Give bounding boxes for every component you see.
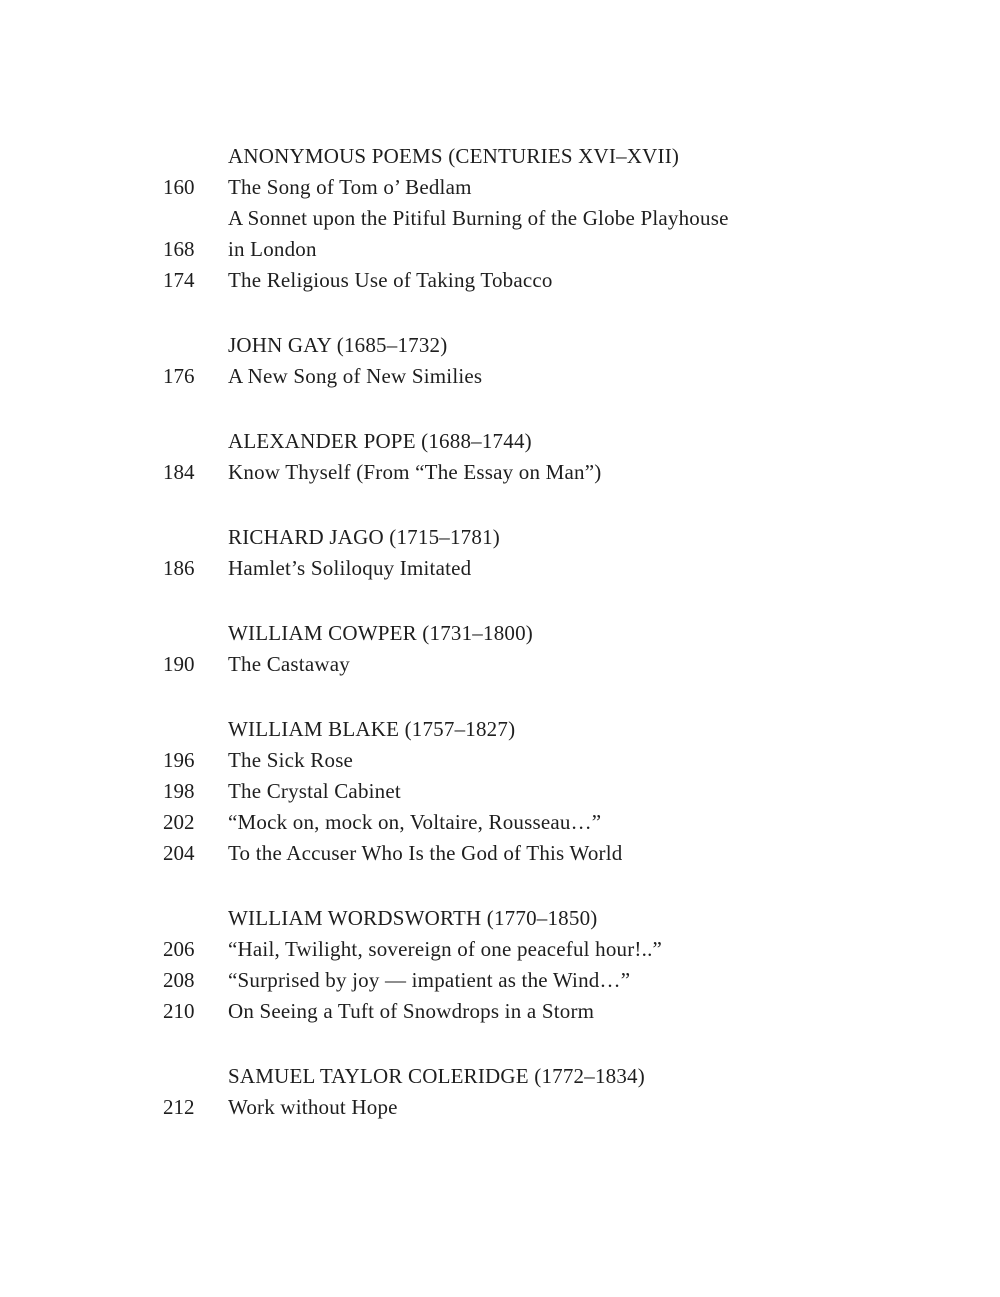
section-heading: SAMUEL TAYLOR COLERIDGE (1772–1834) <box>228 1064 645 1088</box>
entry-page-number: 196 <box>163 748 195 772</box>
entry-title: To the Accuser Who Is the God of This World <box>228 841 623 865</box>
section-heading: JOHN GAY (1685–1732) <box>228 333 448 357</box>
toc-section-anonymous-poems <box>163 141 923 296</box>
toc-section-john-gay <box>163 330 923 392</box>
section-heading-row <box>163 141 923 172</box>
entry-title: The Sick Rose <box>228 748 354 772</box>
toc-entry <box>163 934 923 965</box>
toc-section-william-cowper <box>163 618 923 680</box>
section-heading: ALEXANDER POPE (1688–1744) <box>228 429 532 453</box>
section-heading-row <box>163 1061 923 1092</box>
entry-page-number: 202 <box>163 810 195 834</box>
toc-section-william-blake <box>163 714 923 869</box>
toc-entry <box>163 361 923 392</box>
toc-section-richard-jago <box>163 522 923 584</box>
toc-entry <box>163 807 923 838</box>
toc-entry <box>163 457 923 488</box>
entry-page-number: 210 <box>163 999 195 1023</box>
toc-entry <box>163 265 923 296</box>
entry-title: The Crystal Cabinet <box>228 779 401 803</box>
table-of-contents <box>163 141 923 1123</box>
section-heading-row <box>163 426 923 457</box>
section-heading: RICHARD JAGO (1715–1781) <box>228 525 500 549</box>
entry-page-number: 168 <box>163 237 195 261</box>
entry-page-number: 186 <box>163 556 195 580</box>
section-heading: WILLIAM WORDSWORTH (1770–1850) <box>228 906 598 930</box>
entry-page-number: 174 <box>163 268 195 292</box>
toc-entry <box>163 838 923 869</box>
section-heading: WILLIAM BLAKE (1757–1827) <box>228 717 516 741</box>
entry-title: The Religious Use of Taking Tobacco <box>228 268 553 292</box>
entry-page-number: 184 <box>163 460 195 484</box>
entry-title: “Surprised by joy — impatient as the Wind…” <box>228 968 631 992</box>
entry-title: A Sonnet upon the Pitiful Burning of the Globe Playhouse <box>228 206 729 230</box>
entry-page-number: 198 <box>163 779 195 803</box>
entry-title: Work without Hope <box>228 1095 398 1119</box>
entry-title: “Hail, Twilight, sovereign of one peaceful hour!..” <box>228 937 663 961</box>
toc-section-alexander-pope <box>163 426 923 488</box>
section-heading-row <box>163 618 923 649</box>
entry-page-number: 176 <box>163 364 195 388</box>
toc-entry <box>163 745 923 776</box>
section-heading-row <box>163 903 923 934</box>
entry-title: A New Song of New Similies <box>228 364 483 388</box>
toc-entry <box>163 965 923 996</box>
toc-entry <box>163 203 923 234</box>
entry-title: The Castaway <box>228 652 350 676</box>
entry-page-number: 160 <box>163 175 195 199</box>
toc-entry <box>163 234 923 265</box>
entry-title: On Seeing a Tuft of Snowdrops in a Storm <box>228 999 595 1023</box>
entry-title: in London <box>228 237 317 261</box>
entry-page-number: 204 <box>163 841 195 865</box>
toc-entry <box>163 553 923 584</box>
entry-title: Know Thyself (From “The Essay on Man”) <box>228 460 602 484</box>
section-heading-row <box>163 330 923 361</box>
toc-entry <box>163 172 923 203</box>
entry-title: “Mock on, mock on, Voltaire, Rousseau…” <box>228 810 602 834</box>
entry-page-number: 190 <box>163 652 195 676</box>
toc-section-samuel-taylor-coleridge <box>163 1061 923 1123</box>
section-heading-row <box>163 522 923 553</box>
entry-title: Hamlet’s Soliloquy Imitated <box>228 556 472 580</box>
entry-title: The Song of Tom o’ Bedlam <box>228 175 472 199</box>
toc-entry <box>163 1092 923 1123</box>
section-heading: WILLIAM COWPER (1731–1800) <box>228 621 533 645</box>
entry-page-number: 208 <box>163 968 195 992</box>
entry-page-number: 206 <box>163 937 195 961</box>
toc-entry <box>163 776 923 807</box>
toc-entry <box>163 649 923 680</box>
toc-entry <box>163 996 923 1027</box>
section-heading-row <box>163 714 923 745</box>
toc-section-william-wordsworth <box>163 903 923 1027</box>
entry-page-number: 212 <box>163 1095 195 1119</box>
section-heading: ANONYMOUS POEMS (CENTURIES XVI–XVII) <box>228 144 680 168</box>
